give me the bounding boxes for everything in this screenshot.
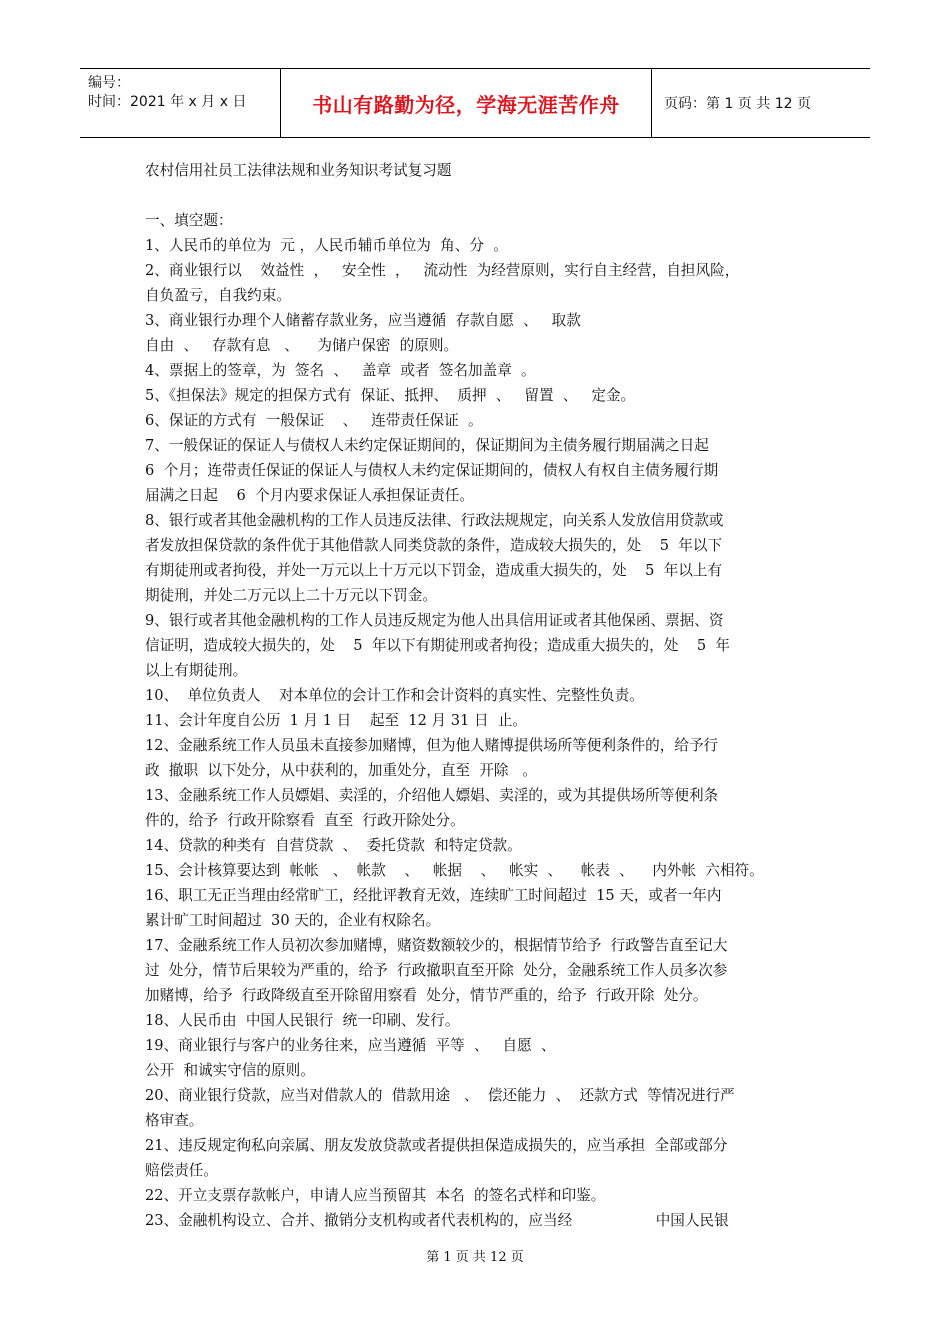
text-line: 9、银行或者其他金融机构的工作人员违反规定为他人出具信用证或者其他保函、票据、资 xyxy=(145,612,724,629)
text-line: 11、会计年度自公历 1 月 1 日 起至 12 月 31 日 止。 xyxy=(145,712,528,729)
text-line: 格审查。 xyxy=(145,1112,204,1129)
text-line: 22、开立支票存款帐户，申请人应当预留其 本名 的签名式样和印鉴。 xyxy=(145,1187,606,1204)
text-line: 自由 、 存款有息 、 为储户保密 的原则。 xyxy=(145,337,459,354)
text-line: 期徒刑，并处二万元以上二十万元以下罚金。 xyxy=(145,587,437,604)
page-footer: 第 1 页 共 12 页 xyxy=(426,1250,524,1265)
text-line: 赔偿责任。 xyxy=(145,1162,218,1179)
section-heading: 一、填空题： xyxy=(145,212,233,229)
text-line: 累计旷工时间超过 30 天的，企业有权除名。 xyxy=(145,912,441,929)
text-line: 信证明，造成较大损失的，处 5 年以下有期徒刑或者拘役；造成重大损失的，处 5 年 xyxy=(145,637,731,654)
text-line: 23、金融机构设立、合并、撤销分支机构或者代表机构的，应当经 中国人民银 xyxy=(145,1212,729,1229)
text-line: 过 处分，情节后果较为严重的，给予 行政撤职直至开除 处分，金融系统工作人员多次参 xyxy=(145,962,728,979)
header-info-cell xyxy=(80,69,281,137)
text-line: 15、会计核算要达到 帐帐 、 帐款 、 帐据 、 帐实 、 帐表 、 内外帐 六相符。 xyxy=(145,862,764,879)
text-line: 2、商业银行以 效益性 ， 安全性 ， 流动性 为经营原则，实行自主经营，自担风险， xyxy=(145,262,740,279)
text-line: 13、金融系统工作人员嫖娼、卖淫的，介绍他人嫖娼、卖淫的，或为其提供场所等便利条 xyxy=(145,787,719,804)
text-line: 21、违反规定徇私向亲属、朋友发放贷款或者提供担保造成损失的，应当承担 全部或部分 xyxy=(145,1137,728,1154)
text-line: 17、金融系统工作人员初次参加赌博，赌资数额较少的，根据情节给予 行政警告直至记大 xyxy=(145,937,728,954)
text-line: 件的，给予 行政开除察看 直至 行政开除处分。 xyxy=(145,812,465,829)
text-line: 3、商业银行办理个人储蓄存款业务，应当遵循 存款自愿 、 取款 xyxy=(145,312,581,329)
text-line: 6、保证的方式有 一般保证 、 连带责任保证 。 xyxy=(145,412,483,429)
text-line: 有期徒刑或者拘役，并处一万元以上十万元以下罚金，造成重大损失的，处 5 年以上有 xyxy=(145,562,723,579)
text-line: 届满之日起 6 个月内要求保证人承担保证责任。 xyxy=(145,487,474,504)
text-line: 者发放担保贷款的条件优于其他借款人同类贷款的条件，造成较大损失的，处 5 年以下 xyxy=(145,537,723,554)
text-line: 8、银行或者其他金融机构的工作人员违反法律、行政法规规定，向关系人发放信用贷款或 xyxy=(145,512,724,529)
text-line: 自负盈亏，自我约束。 xyxy=(145,287,291,304)
document-title: 农村信用社员工法律法规和业务知识考试复习题 xyxy=(145,162,452,179)
text-line: 5、《担保法》规定的担保方式有 保证、抵押、 质押 、 留置 、 定金。 xyxy=(145,387,636,404)
text-line: 1、人民币的单位为 元 ，人民币辅币单位为 角、分 。 xyxy=(145,237,508,254)
text-line: 以上有期徒刑。 xyxy=(145,662,248,679)
document-date-label: 时间：2021 年 x 月 x 日 xyxy=(88,94,247,110)
text-line: 14、贷款的种类有 自营贷款 、 委托贷款 和特定贷款。 xyxy=(145,837,522,854)
text-line: 4、票据上的签章，为 签名 、 盖章 或者 签名加盖章 。 xyxy=(145,362,536,379)
text-line: 加赌博，给予 行政降级直至开除留用察看 处分，情节严重的，给予 行政开除 处分。 xyxy=(145,987,708,1004)
text-line: 公开 和诚实守信的原则。 xyxy=(145,1062,315,1079)
text-line: 20、商业银行贷款，应当对借款人的 借款用途 、 偿还能力 、 还款方式 等情况进行严 xyxy=(145,1087,735,1104)
document-body xyxy=(145,158,810,1233)
question-list xyxy=(145,233,810,1233)
text-line: 6 个月；连带责任保证的保证人与债权人未约定保证期间的，债权人有权自主债务履行期 xyxy=(145,462,719,479)
text-line: 10、 单位负责人 对本单位的会计工作和会计资料的真实性、完整性负责。 xyxy=(145,687,644,704)
document-number-label: 编号： xyxy=(88,75,130,91)
text-line: 16、职工无正当理由经常旷工，经批评教育无效，连续旷工时间超过 15 天，或者一年内 xyxy=(145,887,722,904)
text-line: 7、一般保证的保证人与债权人未约定保证期间的，保证期间为主债务履行期届满之日起 xyxy=(145,437,709,454)
header-page-number: 页码：第 1 页 共 12 页 xyxy=(664,96,811,112)
text-line: 12、金融系统工作人员虽未直接参加赌博，但为他人赌博提供场所等便利条件的，给予行 xyxy=(145,737,719,754)
page-header xyxy=(80,68,870,138)
text-line: 18、人民币由 中国人民银行 统一印刷、发行。 xyxy=(145,1012,460,1029)
text-line: 政 撤职 以下处分，从中获利的，加重处分，直至 开除 。 xyxy=(145,762,538,779)
text-line: 19、商业银行与客户的业务往来，应当遵循 平等 、 自愿 、 xyxy=(145,1037,556,1054)
header-motto: 书山有路勤为径，学海无涯苦作舟 xyxy=(281,69,652,137)
